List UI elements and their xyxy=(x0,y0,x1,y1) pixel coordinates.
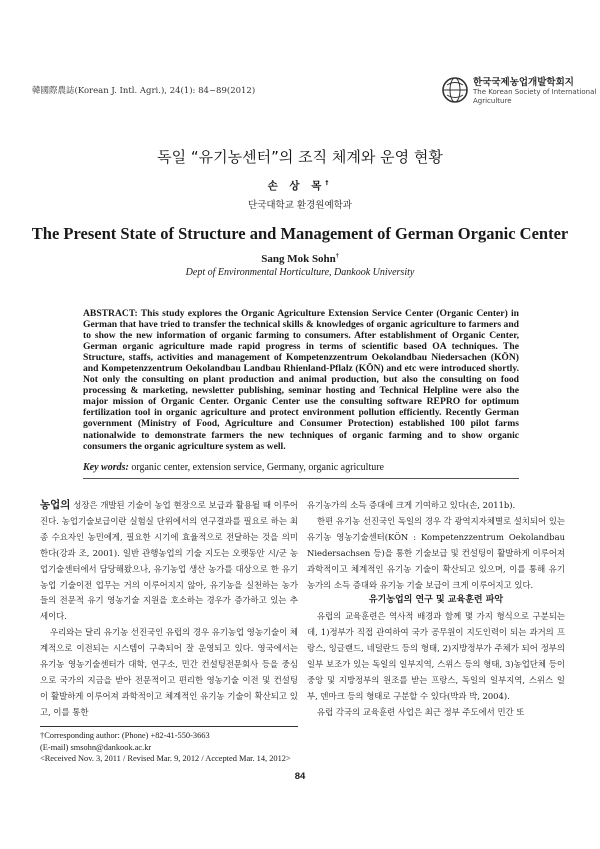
affiliation-english: Dept of Environmental Horticulture, Dankook University xyxy=(185,267,415,278)
footnote-dates: <Received Nov. 3, 2011 / Revised Mar. 9, 2012 / Accepted Mar. 14, 2012> xyxy=(40,754,291,763)
keywords-divider xyxy=(83,478,519,479)
author-english xyxy=(0,253,600,265)
footnote xyxy=(40,726,298,765)
keywords-list: organic center, extension service, Germany, organic agriculture xyxy=(131,462,384,473)
footnote-phone: †Corresponding author: (Phone) +82-41-550-3663 xyxy=(40,731,210,740)
paragraph: 유럽의 교육훈련은 역사적 배경과 함께 몇 가지 형식으로 구분되는데, 1)정부가 직접 관여하여 국가 공무원이 지도인력이 되는 과거의 프랑스, 잉글랜드, 네덜란드 등의 형태, 2)지방정부가 주체가 되어 정부의 일부 보조가 있는 독일의 일부지역, 스위스 등의 형태, 3)농업단체 등이 중앙 및 지방정부의 원조를 받는 프랑스, 독일의 일부지역, 스위스 일부, 덴마크 등의 형태로 구분할 수 있다(박과 박, 2004). xyxy=(307,611,565,701)
author-korean xyxy=(0,178,600,193)
paragraph: 한편 유기농 선진국인 독일의 경우 각 광역지자체별로 설치되어 있는 유기농 영농기술센터(KÖN : Kompetenzzentrum Oekolandbau Niedersachsen 등)을 통한 기술보급 및 컨설팅이 활발하게 이루어져 과학적이고 체계적인 유기농 기술이 확산되고 있으며, 이를 통해 유기농가의 소득 증대와 유기농 기술 보급이 크게 이루어지고 있다. xyxy=(307,515,565,590)
globe-leaf-icon xyxy=(441,76,469,104)
lead-word: 농업의 xyxy=(40,499,71,511)
paragraph-text: 성장은 개발된 기술이 농업 현장으로 보급과 활용될 때 이루어진다. 농업기술보급이란 실험실 단위에서의 연구결과를 필요로 하는 최종 수요자인 농민에게, 필요한 시기에 효율적으로 전달하는 것을 의미한다(강과 조, 2001). 일반 관행농업의 기술 지도는 오랫동안 시/군 농업기술센터에서 담당해왔으나, 유기농업 생산 농가를 대상으로 한 유기농업 기술이전 업무는 거의 이루어지지 않아, 유기농을 실천하는 농가들의 전문적 유기 영농기술 지원을 호소하는 경우가 증가하고 있는 추세이다. xyxy=(40,500,298,622)
title-korean: 독일 “유기농센터”의 조직 체계와 운영 현황 xyxy=(157,148,443,166)
society-name-ko: 한국국제농업개발학회지 xyxy=(473,77,574,88)
journal-citation: 韓國際農誌(Korean J. Intl. Agri.), 24(1): 84~89(2012) xyxy=(32,86,256,96)
keywords xyxy=(83,462,519,473)
corresponding-mark-en: † xyxy=(335,253,339,260)
body-column-left xyxy=(40,498,298,721)
page-number: 84 xyxy=(294,771,306,782)
paragraph: 유럽 각국의 교육훈련 사업은 최근 정부 주도에서 민간 또 xyxy=(317,706,525,717)
paragraph: 유기농가의 소득 증대에 크게 기여하고 있다(손, 2011b). xyxy=(307,500,516,510)
paragraph xyxy=(40,498,298,625)
corresponding-mark: † xyxy=(325,179,333,187)
paragraph: 우리와는 달리 유기농 선진국인 유럽의 경우 유기농업 영농기술이 체계적으로 이전되는 시스템이 구축되어 잘 운영되고 있다. 영국에서는 유기농 영농기술센터가 대학, 연구소, 민간 컨설팅전문회사 등을 중심으로 국가의 지금을 받아 전문적이고 편리한 영농기술 이전 및 컨설팅이 활발하게 이루어져 과학적이고 체계적인 유기농 기술이 확산되고 있고, 이를 통한 xyxy=(40,627,298,717)
author-english-name: Sang Mok Sohn xyxy=(261,253,336,265)
footnote-email: (E-mail) smsohn@dankook.ac.kr xyxy=(40,742,152,752)
affiliation-korean: 단국대학교 환경원예학과 xyxy=(248,200,352,211)
society-name-en-line2: Agriculture xyxy=(473,97,512,105)
title-english: The Present State of Structure and Management of German Organic Center xyxy=(31,224,569,243)
society-logo xyxy=(441,74,597,114)
keywords-label: Key words: xyxy=(83,462,129,473)
section-title: 유기농업의 연구 및 교육훈련 파악 xyxy=(368,595,504,606)
society-name-en-line1: The Korean Society of International xyxy=(473,88,597,96)
body-column-right xyxy=(307,498,565,721)
author-korean-name: 손 상 목 xyxy=(267,180,326,192)
abstract: ABSTRACT: This study explores the Organic Agriculture Extension Service Center (Organic Center) in German that have tried to transfer the technical skills & knowledges of organic agriculture to farmers and to show the new information of organic farming to consumers. After establishment of Organic Center, German organic agriculture made rapid progress in terms of scientific based OA techniques. The Structure, staffs, activities and management of Kompetenzzentrum Oekolandbau Niedersachen (KÖN) and Kompetenzzentrum Oekolandbau Landbau Rhienland-Pflalz (KÖN) and etc were introduced shortly. Not only the consulting on plant production and animal production, but also the consulting on food processing & marketing, newsletter publishing, seminar hosting and Technical Helpline were also the major mission of Organic Center. Organic Center use the consulting software REPRO for optimum fertilization tool in organic agriculture and protect environment pollution efficiently. Recently German government (Ministry of Food, Agriculture and Consumer Protection) established 100 pilot farms nationalwide to demonstrate farmers the new techniques of organic farming and to show organic consumers the organic agriculture system as well. xyxy=(83,308,519,452)
